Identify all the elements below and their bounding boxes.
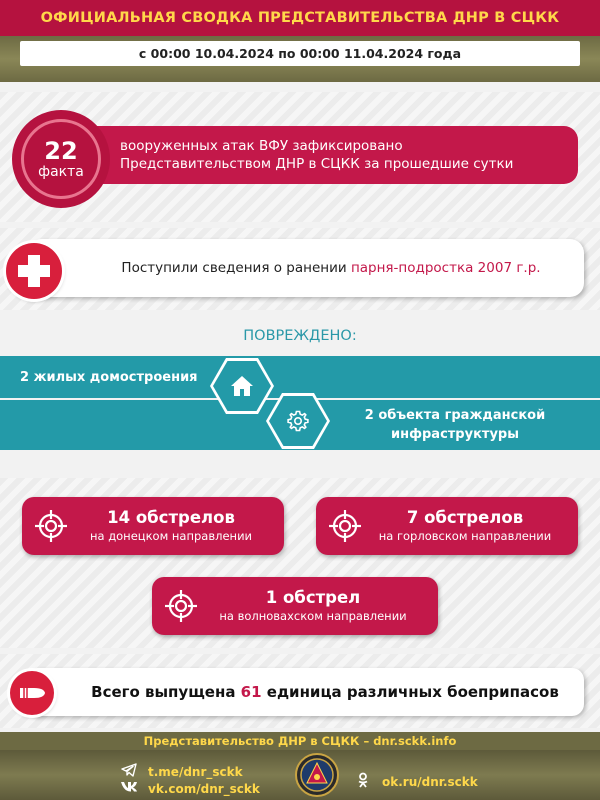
ok-url[interactable]: ok.ru/dnr.sckk [382,775,478,789]
attacks-count-circle [12,110,110,208]
vk-url[interactable]: vk.com/dnr_sckk [148,781,260,796]
attacks-line-2: Представительством ДНР в СЦКК за прошедшие сутки [120,156,514,172]
shelling-card-volnovakha [152,577,438,635]
damaged-infra-line-1: 2 объекта гражданской [364,408,546,423]
shelling-direction: на волновахском направлении [219,609,407,623]
bullet-icon [10,671,54,715]
footer-strip [0,732,600,750]
ok-link[interactable] [352,772,478,792]
total-prefix: Всего выпущена [91,683,241,701]
ok-icon [352,772,374,792]
page-title: ОФИЦИАЛЬНАЯ СВОДКА ПРЕДСТАВИТЕЛЬСТВА ДНР В СЦКК [40,10,560,26]
header-bar [0,0,600,36]
damaged-title-text: ПОВРЕЖДЕНО: [243,328,357,344]
damaged-title [0,328,600,344]
shelling-direction: на горловском направлении [378,529,552,543]
first-aid-cross-icon [6,243,62,299]
gear-icon [286,409,310,433]
shelling-card-gorlovka [316,497,578,555]
total-suffix: единица различных боеприпасов [261,683,559,701]
total-number: 61 [240,683,262,701]
attacks-count-ring [21,119,101,199]
telegram-icon [118,763,140,781]
damaged-houses: 2 жилых домостроения [20,369,198,385]
vk-icon [118,781,140,796]
telegram-link[interactable] [118,763,243,781]
attacks-line-1: вооруженных атак ВФУ зафиксировано [120,138,403,154]
date-bar [20,41,580,66]
shelling-count: 7 обстрелов [406,508,524,527]
vk-link[interactable] [118,781,260,796]
bullet-shape [18,685,46,701]
home-icon [230,375,254,397]
attacks-banner [70,126,578,184]
target-icon [34,509,68,543]
footer-site[interactable]: Представительство ДНР в СЦКК – dnr.sckk.info [143,734,457,748]
damaged-infra-line-2: инфраструктуры [391,427,519,442]
emblem-icon [295,753,339,797]
wounded-highlight: парня-подростка 2007 г.р. [350,260,541,276]
attacks-count: 22 [44,137,78,165]
wounded-banner [28,239,584,297]
report-period: с 00:00 10.04.2024 по 00:00 11.04.2024 года [138,46,462,61]
attacks-unit: факта [38,164,84,180]
total-ammo-banner [26,668,584,716]
shelling-count: 1 обстрел [265,588,361,607]
shelling-direction: на донецком направлении [89,529,253,543]
target-icon [328,509,362,543]
damaged-houses-band [0,356,600,398]
shelling-count: 14 обстрелов [107,508,235,527]
telegram-url[interactable]: t.me/dnr_sckk [148,765,243,779]
wounded-prefix: Поступили сведения о ранении [121,260,351,276]
shelling-card-donetsk [22,497,284,555]
target-icon [164,589,198,623]
